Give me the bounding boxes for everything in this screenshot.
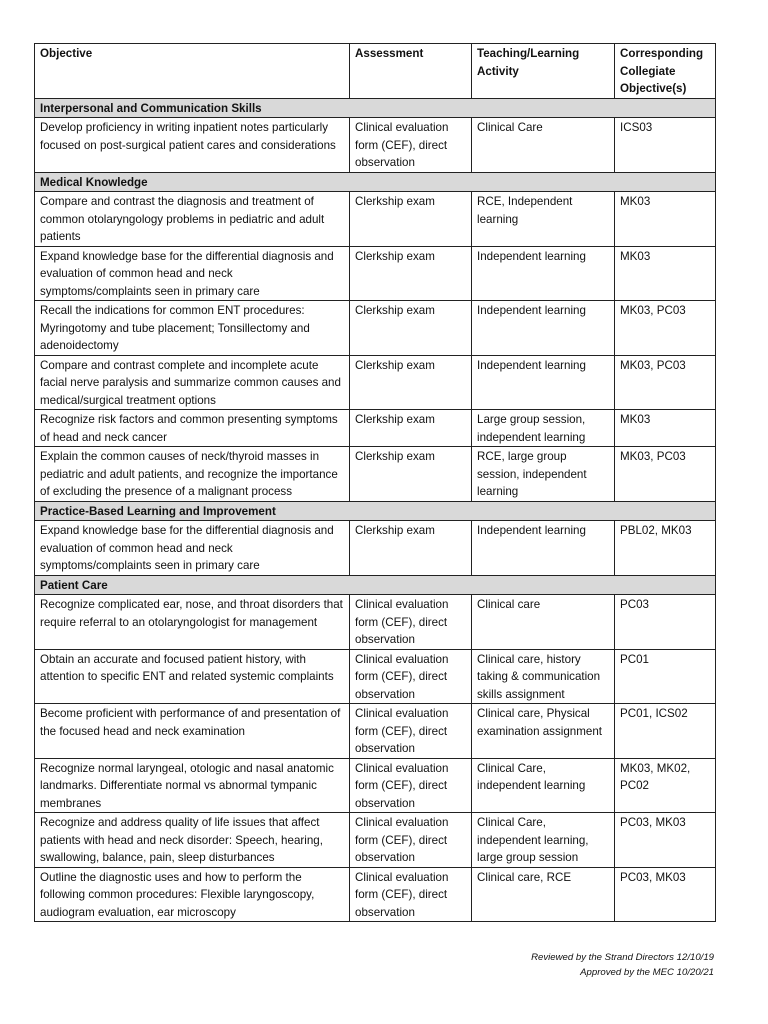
table-row [35,246,716,301]
assessment-cell: Clerkship exam [350,410,472,447]
section-title: Practice-Based Learning and Improvement [35,501,716,521]
table-row [35,867,716,922]
collegiate-objective-cell: PC03, MK03 [615,813,716,868]
collegiate-objective-cell: MK03 [615,192,716,247]
section-header-row [35,575,716,595]
collegiate-objective-cell: PC01 [615,649,716,704]
assessment-cell: Clerkship exam [350,355,472,410]
teaching-activity-cell: Clinical Care, independent learning [472,758,615,813]
objective-cell: Compare and contrast the diagnosis and treatment of common otolaryngology problems in pediatric and adult patients [35,192,350,247]
objective-cell: Become proficient with performance of and presentation of the focused head and neck examination [35,704,350,759]
table-row [35,758,716,813]
assessment-cell: Clerkship exam [350,447,472,502]
collegiate-objective-cell: PC03, MK03 [615,867,716,922]
header-row [35,44,716,99]
table-body [35,98,716,922]
table-row [35,118,716,173]
table-row [35,649,716,704]
header-objective: Objective [35,44,350,99]
table-row [35,301,716,356]
teaching-activity-cell: Large group session, independent learning [472,410,615,447]
teaching-activity-cell: Clinical Care [472,118,615,173]
collegiate-objective-cell: MK03, PC03 [615,301,716,356]
collegiate-objective-cell: MK03, MK02, PC02 [615,758,716,813]
collegiate-objective-cell: MK03 [615,246,716,301]
reviewed-note: Reviewed by the Strand Directors 12/10/19 [531,952,714,963]
teaching-activity-cell: Independent learning [472,521,615,576]
objective-cell: Expand knowledge base for the differential diagnosis and evaluation of common head and neck symptoms/complaints seen in primary care [35,246,350,301]
objective-cell: Recognize normal laryngeal, otologic and nasal anatomic landmarks. Differentiate normal vs abnormal tympanic membranes [35,758,350,813]
header-assessment: Assessment [350,44,472,99]
assessment-cell: Clinical evaluation form (CEF), direct observation [350,867,472,922]
collegiate-objective-cell: MK03, PC03 [615,355,716,410]
objective-cell: Compare and contrast complete and incomplete acute facial nerve paralysis and summarize common causes and medical/surgical treatment options [35,355,350,410]
section-header-row [35,501,716,521]
table-row [35,410,716,447]
table-row [35,521,716,576]
header-teaching-activity: Teaching/Learning Activity [472,44,615,99]
collegiate-objective-cell: MK03 [615,410,716,447]
objective-cell: Recall the indications for common ENT procedures: Myringotomy and tube placement; Tonsillectomy and adenoidectomy [35,301,350,356]
teaching-activity-cell: Independent learning [472,301,615,356]
objective-cell: Develop proficiency in writing inpatient notes particularly focused on post-surgical patient cares and considerations [35,118,350,173]
section-header-row [35,98,716,118]
section-header-row [35,172,716,192]
table-row [35,595,716,650]
objective-cell: Outline the diagnostic uses and how to perform the following common procedures: Flexible laryngoscopy, audiogram evaluation, ear microscopy [35,867,350,922]
teaching-activity-cell: Clinical Care, independent learning, large group session [472,813,615,868]
table-row [35,355,716,410]
assessment-cell: Clerkship exam [350,521,472,576]
collegiate-objective-cell: PBL02, MK03 [615,521,716,576]
objective-cell: Recognize and address quality of life issues that affect patients with head and neck disorder: Speech, hearing, swallowing, balance, pain, sleep disturbances [35,813,350,868]
collegiate-objective-cell: ICS03 [615,118,716,173]
teaching-activity-cell: Independent learning [472,246,615,301]
table-row [35,704,716,759]
teaching-activity-cell: Independent learning [472,355,615,410]
teaching-activity-cell: Clinical care, Physical examination assignment [472,704,615,759]
table-row [35,813,716,868]
assessment-cell: Clerkship exam [350,192,472,247]
section-title: Interpersonal and Communication Skills [35,98,716,118]
section-title: Medical Knowledge [35,172,716,192]
assessment-cell: Clinical evaluation form (CEF), direct observation [350,704,472,759]
collegiate-objective-cell: PC03 [615,595,716,650]
teaching-activity-cell: RCE, Independent learning [472,192,615,247]
assessment-cell: Clinical evaluation form (CEF), direct observation [350,118,472,173]
header-collegiate-objective: Corresponding Collegiate Objective(s) [615,44,716,99]
assessment-cell: Clerkship exam [350,246,472,301]
teaching-activity-cell: Clinical care, history taking & communication skills assignment [472,649,615,704]
approved-note: Approved by the MEC 10/20/21 [580,967,714,978]
collegiate-objective-cell: PC01, ICS02 [615,704,716,759]
teaching-activity-cell: Clinical care, RCE [472,867,615,922]
table-row [35,447,716,502]
assessment-cell: Clinical evaluation form (CEF), direct observation [350,649,472,704]
objective-cell: Explain the common causes of neck/thyroid masses in pediatric and adult patients, and recognize the importance of excluding the presence of a malignant process [35,447,350,502]
teaching-activity-cell: Clinical care [472,595,615,650]
objective-cell: Recognize risk factors and common presenting symptoms of head and neck cancer [35,410,350,447]
assessment-cell: Clinical evaluation form (CEF), direct observation [350,758,472,813]
assessment-cell: Clinical evaluation form (CEF), direct observation [350,813,472,868]
assessment-cell: Clinical evaluation form (CEF), direct observation [350,595,472,650]
objective-cell: Recognize complicated ear, nose, and throat disorders that require referral to an otolaryngologist for management [35,595,350,650]
objective-cell: Expand knowledge base for the differential diagnosis and evaluation of common head and neck symptoms/complaints seen in primary care [35,521,350,576]
objective-cell: Obtain an accurate and focused patient history, with attention to specific ENT and related systemic complaints [35,649,350,704]
document-footer [531,950,714,980]
teaching-activity-cell: RCE, large group session, independent learning [472,447,615,502]
section-title: Patient Care [35,575,716,595]
table-row [35,192,716,247]
objectives-table [34,43,716,922]
assessment-cell: Clerkship exam [350,301,472,356]
collegiate-objective-cell: MK03, PC03 [615,447,716,502]
